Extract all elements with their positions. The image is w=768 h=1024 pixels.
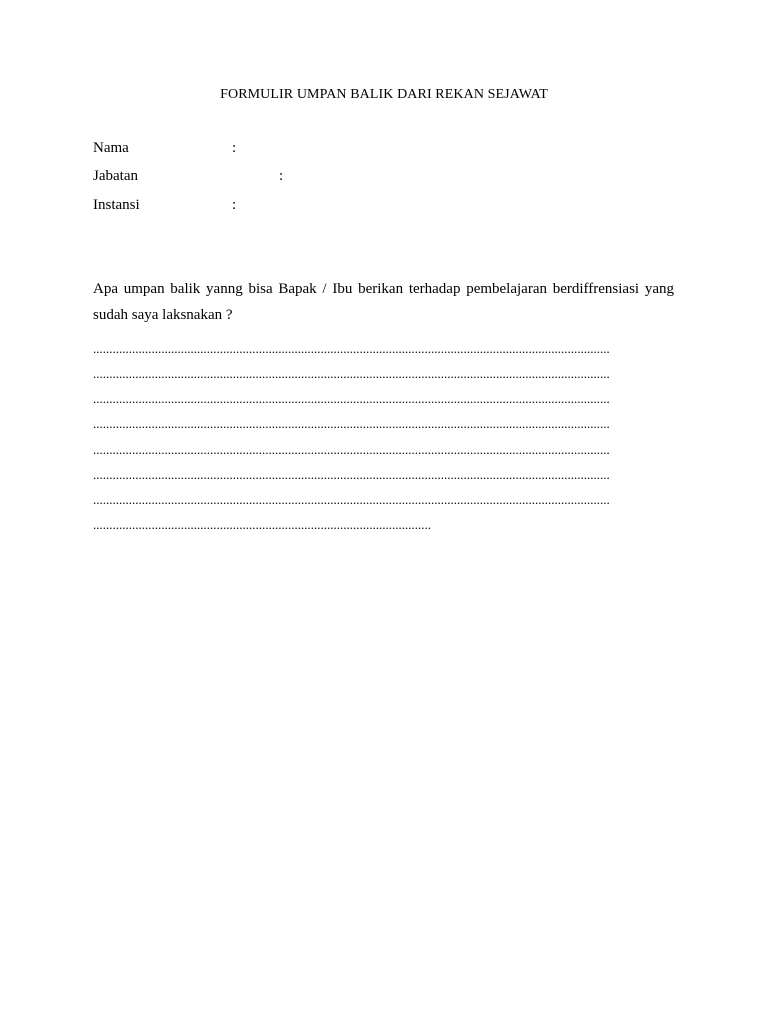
- feedback-question: Apa umpan balik yanng bisa Bapak / Ibu berikan terhadap pembelajaran berdiffrensiasi yang sudah saya laksnakan ?: [93, 281, 674, 323]
- field-separator-jabatan: :: [279, 168, 284, 184]
- document-title: FORMULIR UMPAN BALIK DARI REKAN SEJAWAT: [220, 87, 548, 102]
- answer-line: ...............................................................................................................................................................: [93, 391, 610, 406]
- answer-line: ...............................................................................................................................................................: [93, 467, 610, 482]
- answer-line: ...............................................................................................................................................................: [93, 442, 610, 457]
- answer-line: ...............................................................................................................................................................: [93, 492, 610, 507]
- field-label-instansi: Instansi: [93, 197, 140, 213]
- answer-line: ...............................................................................................................................................................: [93, 341, 610, 356]
- answer-line: ...............................................................................................................................................................: [93, 416, 610, 431]
- field-separator-nama: :: [232, 140, 237, 156]
- answer-line: ...............................................................................................................................................................: [93, 366, 610, 381]
- field-label-jabatan: Jabatan: [93, 168, 138, 184]
- answer-line: ........................................................................................................: [93, 517, 431, 532]
- field-label-nama: Nama: [93, 140, 129, 156]
- field-separator-instansi: :: [232, 197, 237, 213]
